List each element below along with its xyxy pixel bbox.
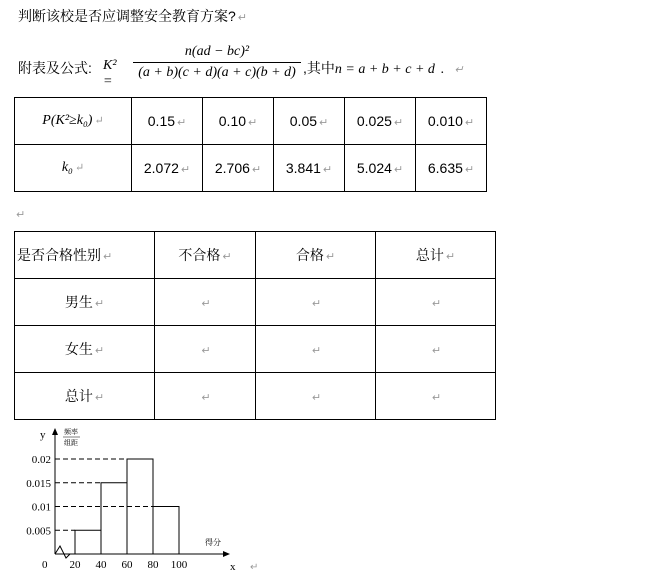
- question-text: 判断该校是否应调整安全教育方案? ↵: [18, 8, 248, 24]
- histogram-bar: [75, 530, 101, 554]
- k-value-cell: 3.841 ↵: [274, 145, 345, 192]
- row-header-p: P(K²≥k₀) ↵: [15, 98, 132, 145]
- paragraph-mark: ↵: [250, 562, 259, 573]
- formula-tail: ,其中n = a + b + c + d . ↵: [303, 60, 464, 77]
- x-tick-label: 60: [121, 559, 133, 571]
- row-header: 男生 ↵: [15, 279, 155, 326]
- column-header: 合格 ↵: [256, 232, 376, 279]
- x-axis-label: 得分: [205, 538, 221, 547]
- table-row: [15, 279, 496, 326]
- row-header: 总计 ↵: [15, 373, 155, 420]
- empty-cell: ↵: [376, 373, 496, 420]
- formula-lhs: K² =: [103, 58, 117, 89]
- table-row: [15, 145, 487, 192]
- frequency-histogram: [0, 418, 270, 588]
- empty-cell: ↵: [256, 373, 376, 420]
- table-row: [15, 98, 487, 145]
- k-value-cell: 2.706 ↵: [203, 145, 274, 192]
- empty-cell: ↵: [155, 279, 256, 326]
- y-tick-label: 0.02: [31, 454, 51, 466]
- empty-cell: ↵: [376, 279, 496, 326]
- column-header: 不合格 ↵: [155, 232, 256, 279]
- axis-break: [55, 546, 70, 558]
- y-axis-arrow: [52, 428, 58, 435]
- k-value-cell: 6.635 ↵: [416, 145, 487, 192]
- k-value-cell: 5.024 ↵: [345, 145, 416, 192]
- formula-denominator: (a + b)(c + d)(a + c)(b + d): [138, 65, 296, 80]
- y-tick-label: 0.015: [26, 477, 51, 490]
- formula-fraction: [133, 44, 301, 81]
- column-header: 总计 ↵: [376, 232, 496, 279]
- critical-value-table: [14, 97, 487, 192]
- p-value-cell: 0.05 ↵: [274, 98, 345, 145]
- y-tick-label: 0.01: [31, 501, 51, 514]
- corner-header: 是否合格性别 ↵: [15, 232, 155, 279]
- y-tick-label: 0.005: [26, 525, 51, 538]
- contingency-table: [14, 231, 496, 420]
- row-header: 女生 ↵: [15, 326, 155, 373]
- k-value-cell: 2.072 ↵: [132, 145, 203, 192]
- paragraph-mark: ↵: [16, 209, 26, 221]
- x-axis-letter: x: [230, 561, 236, 573]
- empty-cell: ↵: [256, 326, 376, 373]
- x-tick-label: 20: [69, 559, 81, 571]
- y-label-bottom: 组距: [64, 439, 78, 447]
- origin-label: 0: [42, 559, 48, 571]
- empty-cell: ↵: [155, 373, 256, 420]
- x-tick-label: 100: [170, 559, 188, 571]
- table-row: [15, 373, 496, 420]
- y-axis-letter: y: [40, 429, 46, 441]
- x-tick-label: 80: [147, 559, 159, 571]
- table-row: [15, 326, 496, 373]
- formula-intro: 附表及公式:: [18, 60, 92, 76]
- histogram-bar: [101, 483, 127, 554]
- p-value-cell: 0.010 ↵: [416, 98, 487, 145]
- empty-cell: ↵: [376, 326, 496, 373]
- histogram-bar: [153, 507, 179, 555]
- p-value-cell: 0.10 ↵: [203, 98, 274, 145]
- y-label-top: 频率: [64, 428, 78, 436]
- formula-numerator: n(ad − bc)²: [184, 44, 250, 59]
- fraction-bar: [133, 62, 301, 63]
- row-header-k: k₀ ↵: [15, 145, 132, 192]
- x-axis-arrow: [223, 551, 230, 557]
- p-value-cell: 0.025 ↵: [345, 98, 416, 145]
- x-tick-label: 40: [95, 559, 107, 571]
- empty-cell: ↵: [256, 279, 376, 326]
- empty-cell: ↵: [155, 326, 256, 373]
- p-value-cell: 0.15 ↵: [132, 98, 203, 145]
- table-row: [15, 232, 496, 279]
